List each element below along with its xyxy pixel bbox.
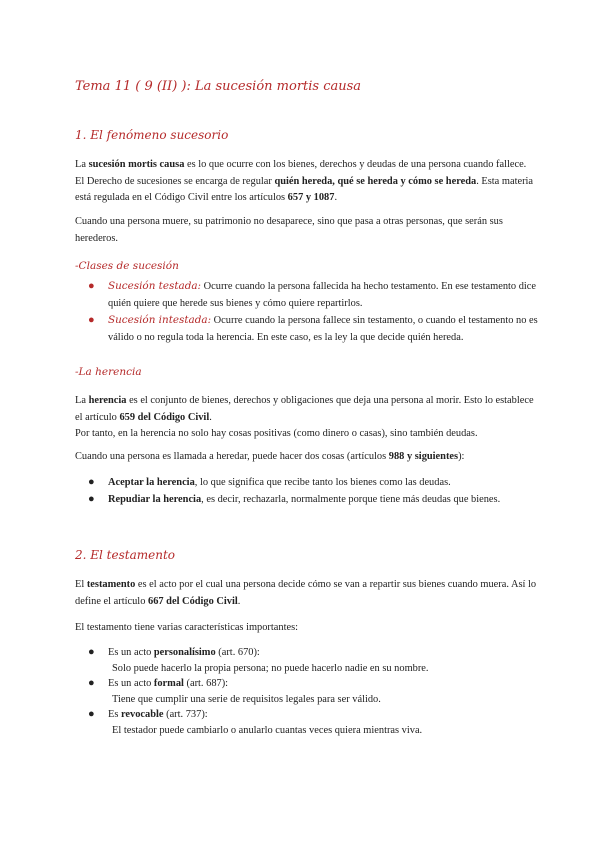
paragraph-patrimonio: Cuando una persona muere, su patrimonio no desaparece, sino que pasa a otras personas, que serán sus herederos.	[75, 216, 503, 244]
bullet-icon: ●	[88, 677, 95, 689]
features-list	[88, 645, 538, 738]
list-item: ● Aceptar la herencia, lo que significa que recibe tanto los bienes como las deudas.	[88, 474, 538, 491]
bullet-icon: ●	[88, 314, 95, 326]
paragraph-heredar: Cuando una persona es llamada a heredar, puede hacer dos cosas (artículos 988 y siguientes):	[75, 451, 465, 462]
document-title: Tema 11 ( 9 (II) ): La sucesión mortis causa	[75, 79, 362, 94]
bullet-icon: ●	[88, 708, 95, 720]
options-list	[88, 474, 538, 508]
list-item: ● Es un acto personalísimo (art. 670): Solo puede hacerlo la propia persona; no puede hacerlo nadie en su nombre.	[88, 646, 429, 674]
section-2-heading: 2. El testamento	[75, 548, 175, 562]
herencia-heading: -La herencia	[75, 366, 142, 378]
bullet-icon: ●	[88, 476, 95, 488]
bullet-icon: ●	[88, 646, 95, 658]
paragraph-sucesion: La sucesión mortis causa es lo que ocurre con los bienes, derechos y deudas de una persona cuando fallece. El Derecho de sucesiones se encarga de regular quién hereda, qué se hereda y cómo se hereda. Esta materia está regulada en el Código Civil entre los artículos 657 y 1087.	[75, 159, 534, 203]
section-1-heading: 1. El fenómeno sucesorio	[75, 128, 229, 142]
list-item: ● Repudiar la herencia, es decir, rechazarla, normalmente porque tiene más deudas que bienes.	[88, 491, 538, 508]
paragraph-caracteristicas: El testamento tiene varias características importantes:	[75, 622, 299, 633]
bullet-icon: ●	[88, 280, 95, 292]
paragraph-testamento: El testamento es el acto por el cual una persona decide cómo se van a repartir sus bienes cuando muera. Así lo define el artículo 667 del Código Civil.	[75, 579, 537, 607]
list-item: ● Es revocable (art. 737): El testador puede cambiarlo o anularlo cuantas veces quiera mientras viva.	[88, 708, 423, 736]
clases-heading: -Clases de sucesión	[75, 260, 179, 272]
list-item: ● Sucesión intestada: Ocurre cuando la persona fallece sin testamento, o cuando el testamento no es válido o no regula toda la herencia. En este caso, es la ley la que decide quién hereda.	[88, 314, 538, 343]
clases-list	[88, 278, 538, 346]
bullet-icon: ●	[88, 493, 95, 505]
list-item: ● Es un acto formal (art. 687): Tiene que cumplir una serie de requisitos legales para ser válido.	[88, 677, 381, 705]
list-item: ● Sucesión testada: Ocurre cuando la persona fallecida ha hecho testamento. En ese testamento dice quién quiere que herede sus bienes y cómo quiere repartirlos.	[88, 280, 537, 309]
paragraph-herencia: La herencia es el conjunto de bienes, derechos y obligaciones que deja una persona al morir. Esto lo establece el artículo 659 del Código Civil. Por tanto, en la herencia no solo hay cosas positivas (como dinero o casas), sino también deudas.	[75, 395, 534, 439]
